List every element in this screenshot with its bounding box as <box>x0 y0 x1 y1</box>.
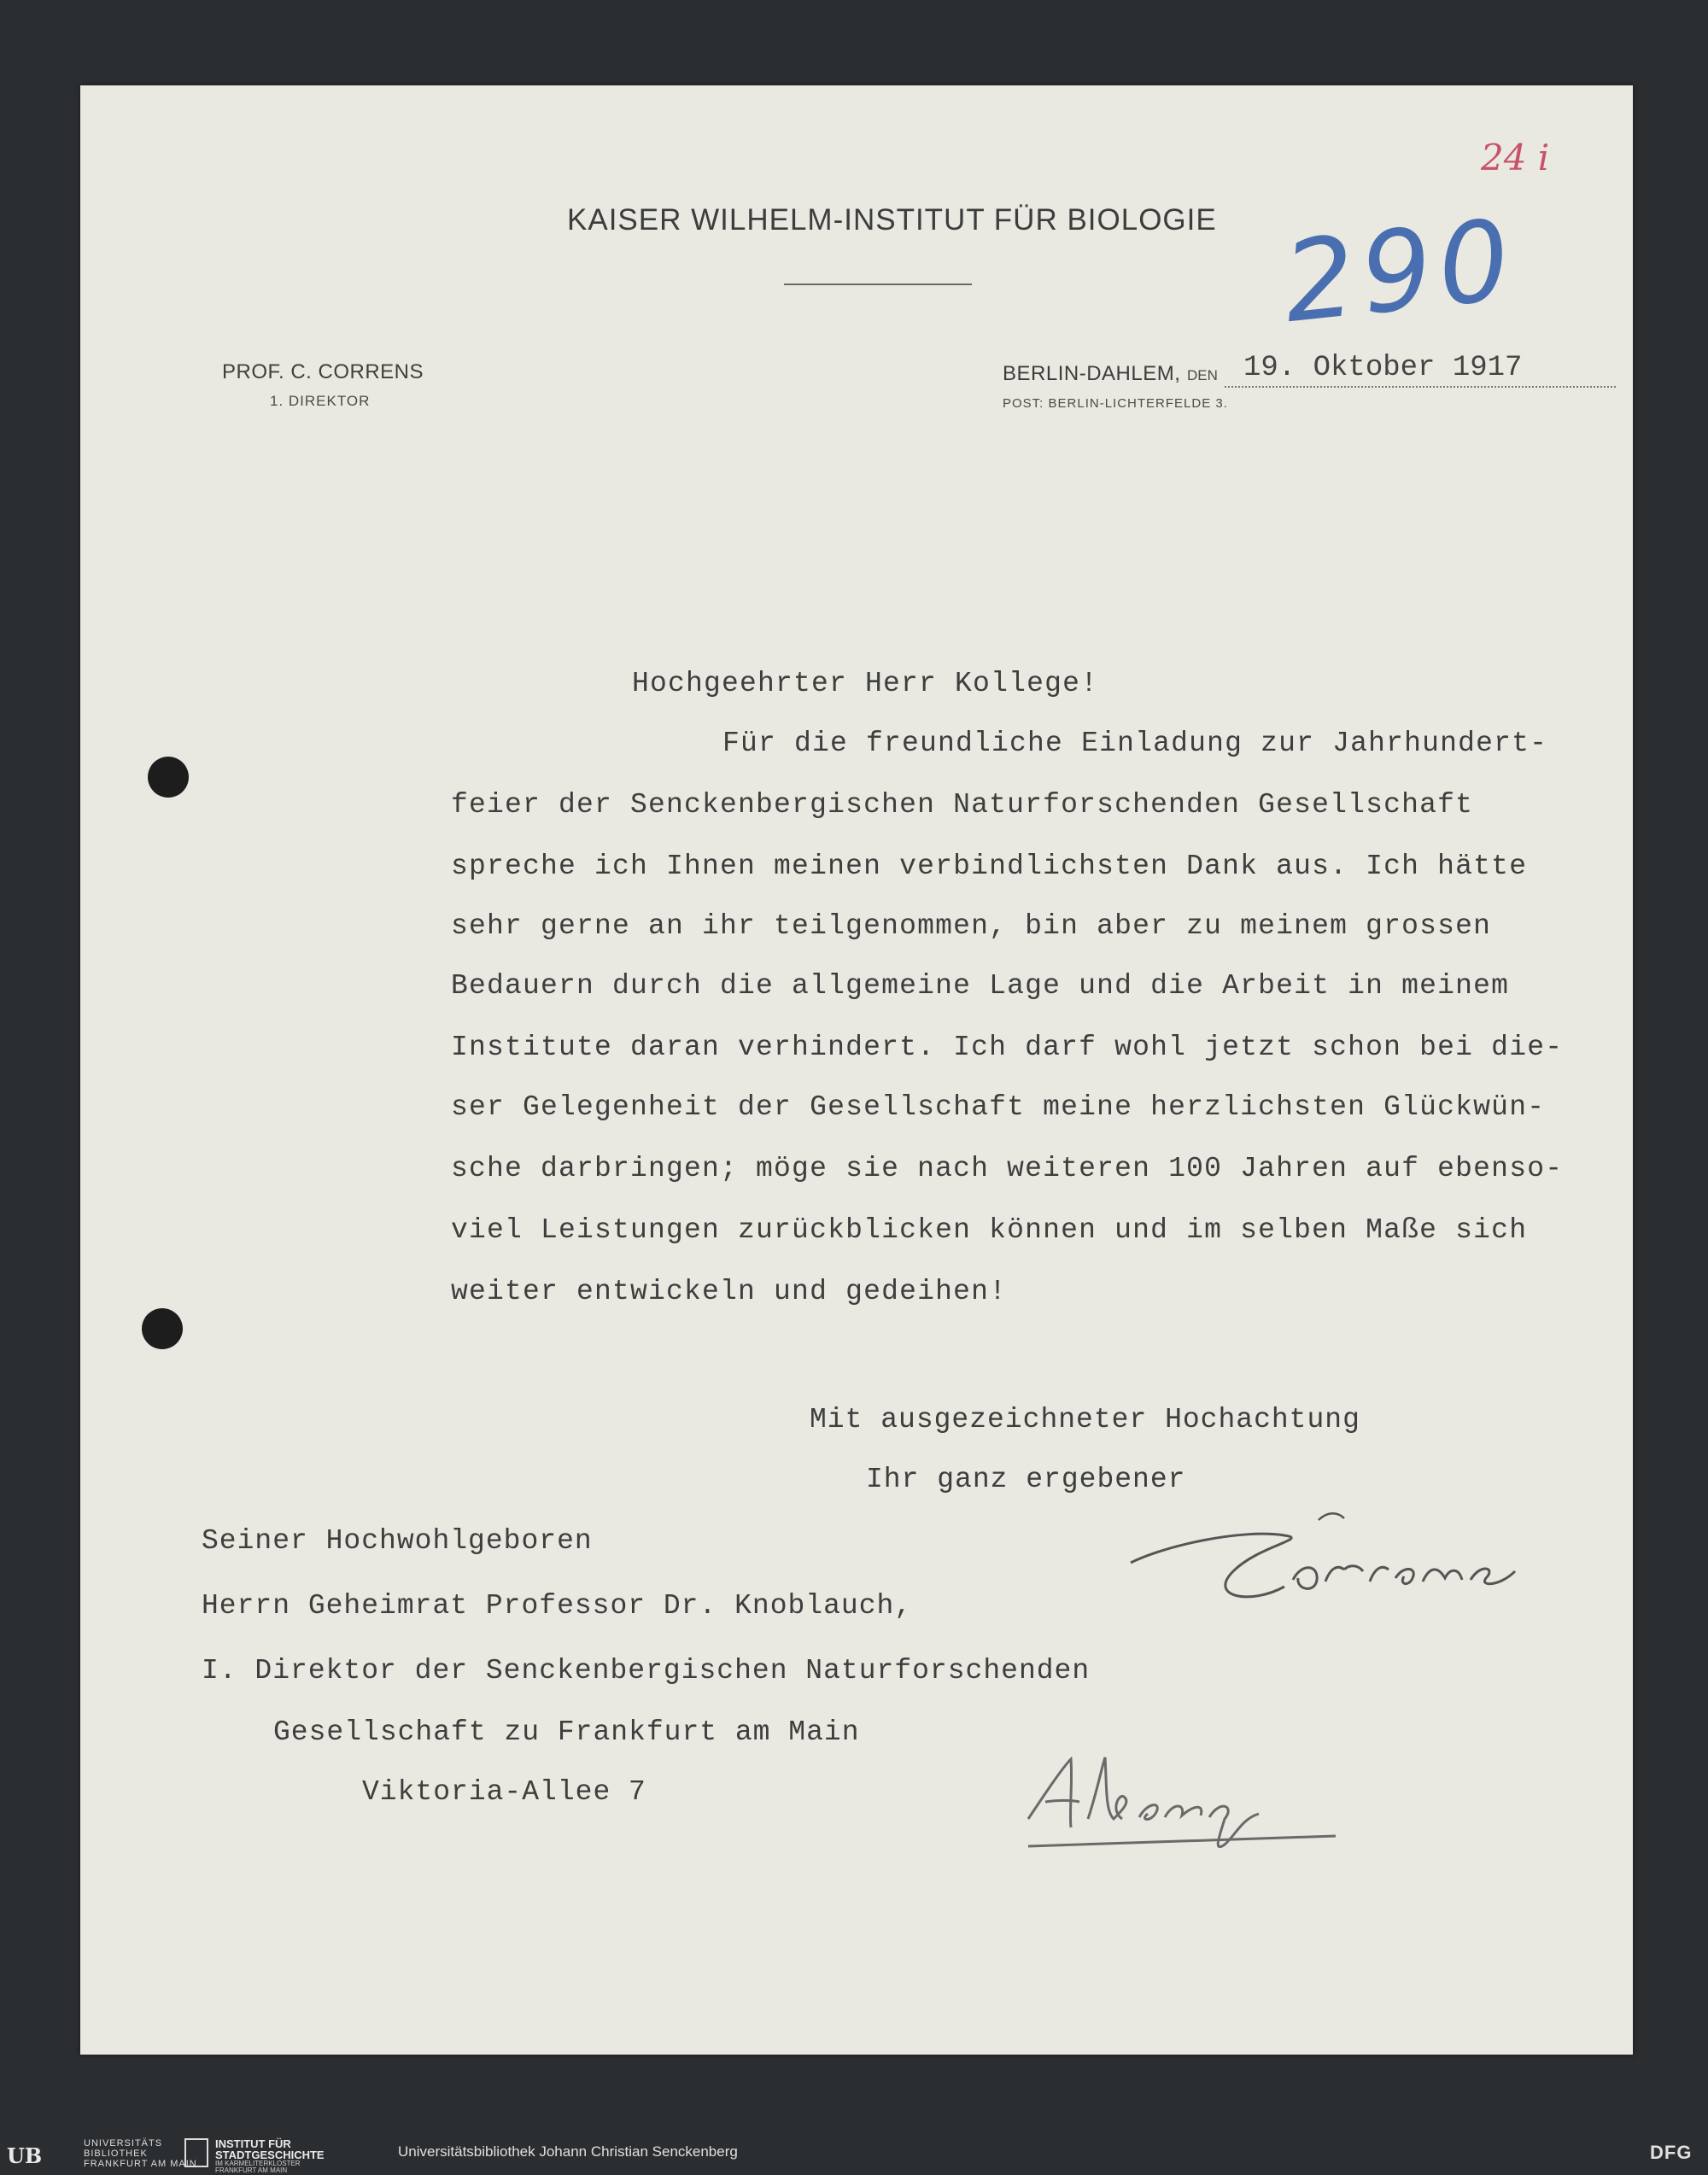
institute-title: KAISER WILHELM-INSTITUT FÜR BIOLOGIE <box>567 203 1217 237</box>
address-line: Seiner Hochwohlgeboren <box>202 1525 593 1557</box>
salutation: Hochgeehrter Herr Kollege! <box>632 668 1099 699</box>
dfg-logo[interactable]: DFG <box>1650 2142 1693 2163</box>
body-line: Institute daran verhindert. Ich darf wohl jetzt schon bei die- <box>451 1032 1564 1063</box>
archive-number-stamp: 290 <box>1278 194 1523 348</box>
closing-signoff: Ihr ganz ergebener <box>866 1464 1186 1495</box>
ub-logo[interactable]: UB <box>7 2143 43 2168</box>
postal-address: POST: BERLIN-LICHTERFELDE 3. <box>1003 396 1228 411</box>
body-line: sche darbringen; möge sie nach weiteren 100 Jahren auf ebenso- <box>451 1153 1564 1184</box>
punch-hole <box>142 1308 183 1349</box>
institut-logo-subtitle: IM KARMELITERKLOSTER FRANKFURT AM MAIN <box>215 2160 301 2174</box>
closing-formula: Mit ausgezeichneter Hochachtung <box>810 1404 1360 1435</box>
address-line: Herrn Geheimrat Professor Dr. Knoblauch, <box>202 1590 913 1622</box>
body-line: Für die freundliche Einladung zur Jahrhundert- <box>722 728 1548 759</box>
date-prefix: DEN <box>1187 367 1218 383</box>
address-line: Gesellschaft zu Frankfurt am Main <box>273 1716 860 1748</box>
punch-hole <box>148 757 189 798</box>
letter-page <box>80 85 1633 2055</box>
sender-name: PROF. C. CORRENS <box>222 360 424 383</box>
header-rule <box>784 284 972 285</box>
red-pencil-mark: 24 i <box>1481 137 1550 178</box>
address-line: Viktoria-Allee 7 <box>362 1776 646 1808</box>
institut-logo-icon <box>184 2138 208 2167</box>
ub-logo-subtitle: UNIVERSITÄTS BIBLIOTHEK FRANKFURT AM MAIN <box>84 2138 197 2169</box>
viewer-footer <box>0 2131 1708 2175</box>
body-line: ser Gelegenheit der Gesellschaft meine herzlichsten Glückwün- <box>451 1091 1546 1123</box>
body-line: weiter entwickeln und gedeihen! <box>451 1276 1008 1307</box>
absage-handwritten-note <box>1011 1734 1353 1862</box>
address-line: I. Direktor der Senckenbergischen Naturforschenden <box>202 1655 1091 1687</box>
institut-logo[interactable]: INSTITUT FÜR STADTGESCHICHTE <box>215 2137 325 2161</box>
correns-signature <box>1114 1486 1575 1614</box>
letter-date: 19. Oktober 1917 <box>1243 352 1523 384</box>
body-line: spreche ich Ihnen meinen verbindlichsten Dank aus. Ich hätte <box>451 851 1528 882</box>
library-name[interactable]: Universitätsbibliothek Johann Christian Senckenberg <box>398 2143 738 2160</box>
body-line: Bedauern durch die allgemeine Lage und die Arbeit in meinem <box>451 970 1510 1002</box>
sender-role: 1. DIREKTOR <box>270 393 371 409</box>
body-line: feier der Senckenbergischen Naturforschenden Gesellschaft <box>451 789 1474 821</box>
body-line: viel Leistungen zurückblicken können und im selben Maße sich <box>451 1214 1528 1246</box>
body-line: sehr gerne an ihr teilgenommen, bin aber zu meinem grossen <box>451 910 1492 942</box>
place: BERLIN-DAHLEM, <box>1003 362 1181 385</box>
date-dotted-line <box>1225 386 1616 388</box>
